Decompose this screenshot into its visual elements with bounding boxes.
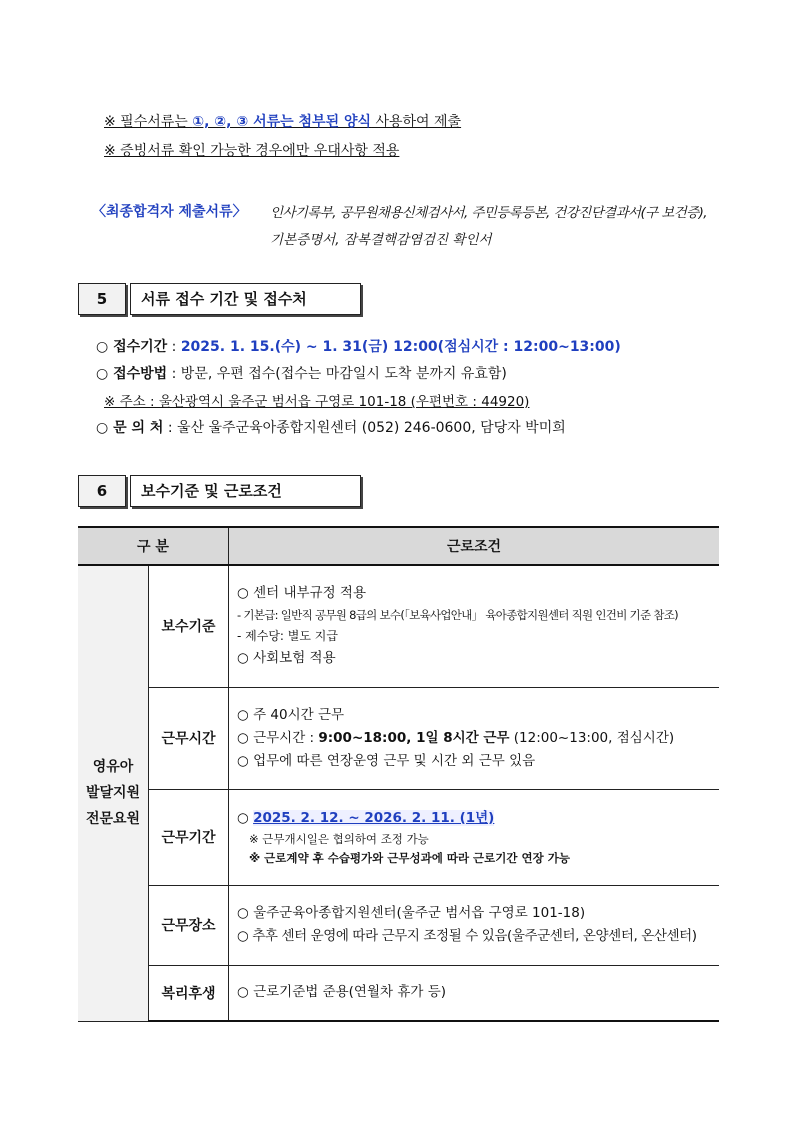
inquiry: ○ 문 의 처 : 울산 울주군육아종합지원센터 (052) 246-0600, 담당자 박미희 [96, 420, 566, 436]
final-docs-label: 〈최종합격자 제출서류〉 [92, 204, 247, 220]
category-cell: 영유아 발달지원 전문요원 [78, 565, 149, 1021]
table-header-row [78, 527, 719, 565]
note-required-docs: ※ 필수서류는 ①, ②, ③ 서류는 첨부된 양식 사용하여 제출 [104, 114, 462, 130]
table-row [78, 965, 719, 1021]
header-category: 구 분 [78, 527, 229, 565]
row-label-hours: 근무시간 [149, 687, 229, 789]
row-label-pay: 보수기준 [149, 565, 229, 687]
section6-title: 보수기준 및 근로조건 [130, 475, 361, 507]
receipt-address: ※ 주소 : 울산광역시 울주군 범서읍 구영로 101-18 (우편번호 : 44920) [104, 394, 530, 410]
section5-title: 서류 접수 기간 및 접수처 [130, 283, 361, 315]
row-content-place: ○ 울주군육아종합지원센터(울주군 범서읍 구영로 101-18) ○ 추후 센터 운영에 따라 근무지 조정될 수 있음(울주군센터, 온양센터, 온산센터) [229, 885, 720, 965]
header-conditions: 근로조건 [229, 527, 720, 565]
final-docs-line2: 기본증명서, 잠복결핵감염검진 확인서 [270, 232, 492, 248]
receipt-period-value: 2025. 1. 15.(수) ~ 1. 31(금) 12:00(점심시간 : 12:00~13:00) [180, 339, 621, 355]
note-evidence-docs: ※ 증빙서류 확인 가능한 경우에만 우대사항 적용 [104, 143, 400, 159]
row-content-period: ○ 2025. 2. 12. ~ 2026. 2. 11. (1년) ※ 근무개시일은 협의하여 조정 가능 ※ 근로계약 후 수습평가와 근무성과에 따라 근로기간 연장 가능 [229, 789, 720, 885]
table-row [78, 789, 719, 885]
final-docs-line1: 인사기록부, 공무원채용신체검사서, 주민등록등본, 건강진단결과서(구 보건증), [270, 205, 707, 221]
row-label-welfare: 복리후생 [149, 965, 229, 1021]
row-content-welfare: ○ 근로기준법 준용(연월차 휴가 등) [229, 965, 720, 1021]
row-content-pay: ○ 센터 내부규정 적용 - 기본급: 일반직 공무원 8급의 보수(「보육사업안내」 육아종합지원센터 직원 인건비 기준 참조) - 제수당: 별도 지급 ○ 사회보험 적용 [229, 565, 720, 687]
conditions-table [78, 526, 719, 1022]
note-highlight: ①, ②, ③ 서류는 첨부된 양식 [192, 114, 372, 130]
section5-number: 5 [78, 283, 126, 315]
section6-number: 6 [78, 475, 126, 507]
row-label-period: 근무기간 [149, 789, 229, 885]
receipt-method: ○ 접수방법 : 방문, 우편 접수(접수는 마감일시 도착 분까지 유효함) [96, 366, 507, 382]
table-row [78, 885, 719, 965]
table-row [78, 565, 719, 687]
receipt-period: ○ 접수기간 : 2025. 1. 15.(수) ~ 1. 31(금) 12:00(점심시간 : 12:00~13:00) [96, 339, 621, 355]
row-content-hours: ○ 주 40시간 근무 ○ 근무시간 : 9:00~18:00, 1일 8시간 근무 (12:00~13:00, 점심시간) ○ 업무에 따른 연장운영 근무 및 시간 외 근무 있음 [229, 687, 720, 789]
period-highlight: 2025. 2. 12. ~ 2026. 2. 11. (1년) [253, 809, 495, 826]
row-label-place: 근무장소 [149, 885, 229, 965]
table-row [78, 687, 719, 789]
